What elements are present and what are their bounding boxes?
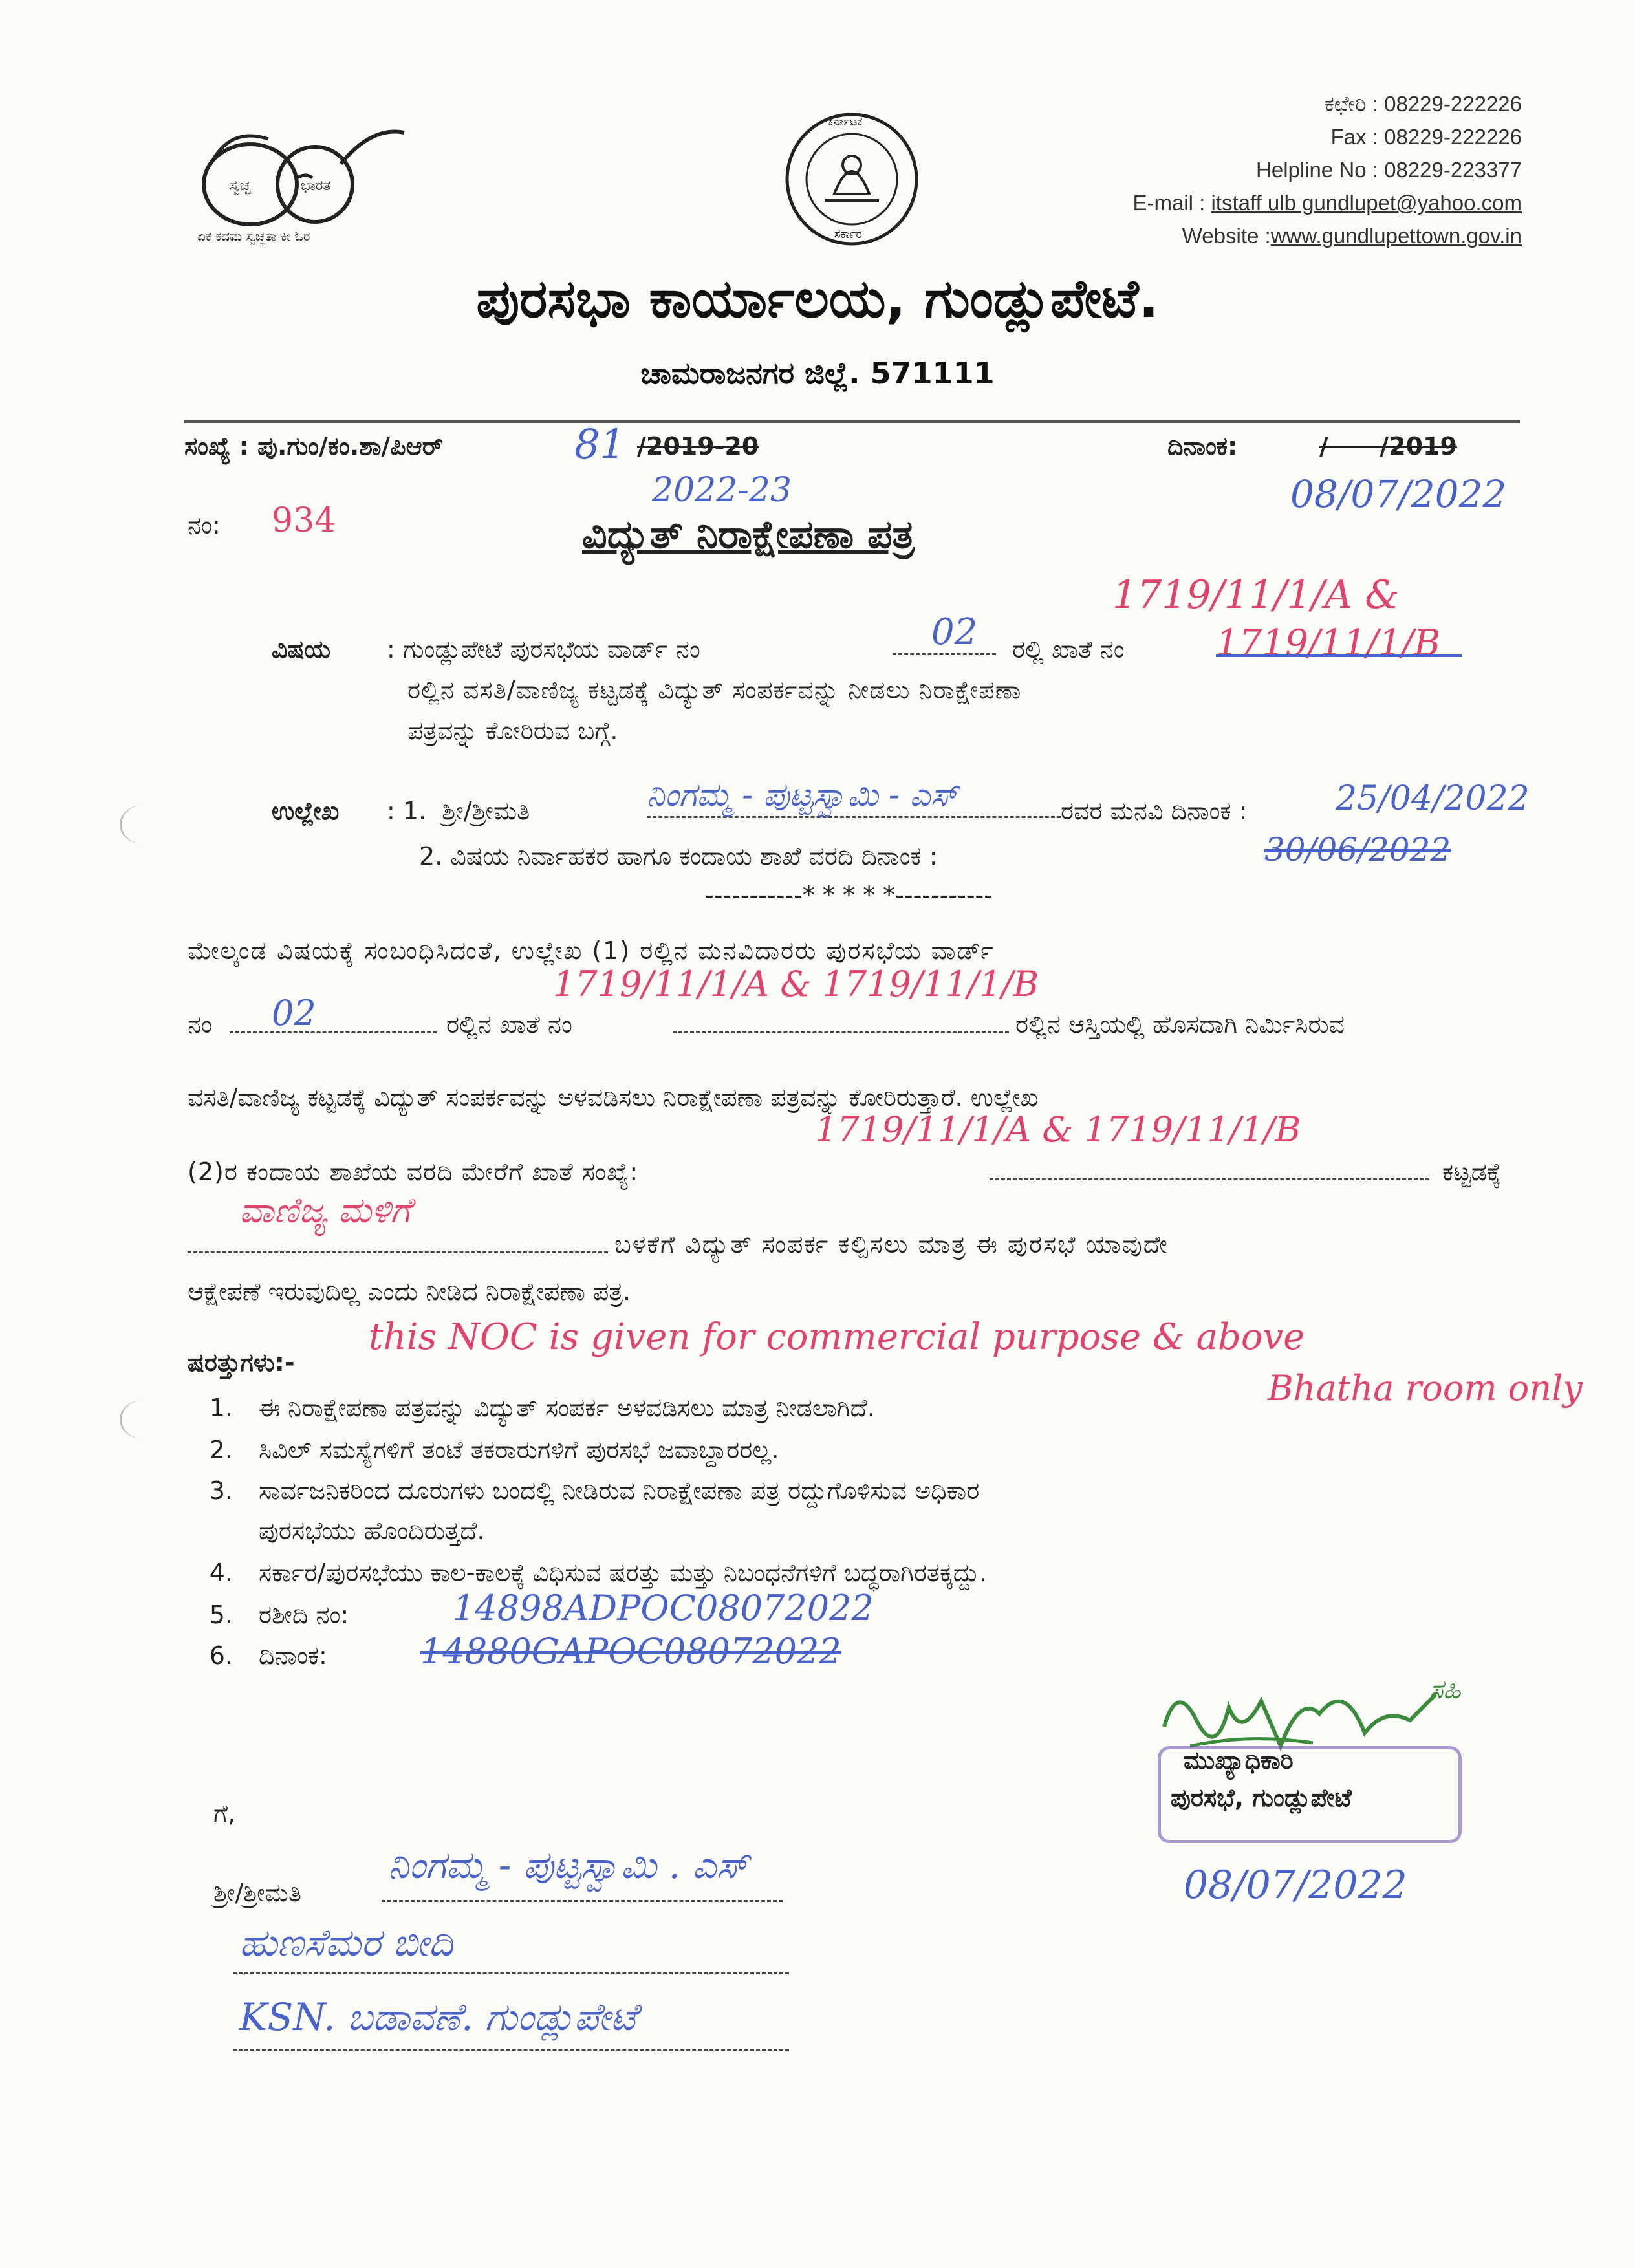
date-printed: / /2019 bbox=[1319, 432, 1457, 460]
subject-part1: : ಗುಂಡ್ಲುಪೇಟೆ ಪುರಸಭೆಯ ವಾರ್ಡ್ ನಂ bbox=[387, 635, 700, 664]
contact-helpline: Helpline No : 08229-223377 bbox=[1256, 158, 1522, 182]
condition-1 bbox=[194, 1394, 875, 1423]
body-line2-suffix: ರಲ್ಲಿನ ಆಸ್ತಿಯಲ್ಲಿ ಹೊಸದಾಗಿ ನಿರ್ಮಿಸಿರುವ bbox=[1015, 1010, 1345, 1039]
logo-word-1: ಸ್ವಚ್ಛ bbox=[230, 178, 251, 194]
body-ward-line bbox=[230, 1031, 437, 1033]
subject-hw-khata: 1719/11/1/B bbox=[1216, 622, 1441, 664]
document-title: ವಿದ್ಯುತ್ ನಿರಾಕ್ಷೇಪಣಾ ಪತ್ರ bbox=[582, 512, 915, 557]
no-label: ನಂ: bbox=[188, 511, 221, 539]
body-line6: ಆಕ್ಷೇಪಣೆ ಇರುವುದಿಲ್ಲ ಎಂದು ನೀಡಿದ ನಿರಾಕ್ಷೇಪಣಾ ಪತ್ರ. bbox=[188, 1277, 631, 1306]
reference-item2: 2. ವಿಷಯ ನಿರ್ವಾಹಕರ ಹಾಗೂ ಕಂದಾಯ ಶಾಖೆ ವರದಿ ದಿನಾಂಕ : bbox=[419, 842, 938, 870]
signature-title: ಮುಖ್ಯಾಧಿಕಾರಿ bbox=[1184, 1746, 1294, 1775]
condition-text: ಸಿವಿಲ್ ಸಮಸ್ಯೆಗಳಿಗೆ ತಂಟೆ ತಕರಾರುಗಳಿಗೆ ಪುರಸಭೆ ಜವಾಬ್ದಾರರಲ್ಲ. bbox=[259, 1436, 779, 1464]
email-link[interactable]: itstaff ulb gundlupet@yahoo.com bbox=[1211, 191, 1522, 215]
punch-hole-bottom bbox=[120, 1400, 167, 1439]
subject-part2: ರಲ್ಲಿ ಖಾತೆ ನಂ bbox=[1012, 635, 1125, 664]
body-hw-ward: 02 bbox=[272, 993, 316, 1033]
recipient-hw-name: ನಿಂಗಮ್ಮ - ಪುಟ್ಟಸ್ವಾಮಿ . ಎಸ್ bbox=[388, 1843, 749, 1887]
reference-hw-date2: 30/06/2022 bbox=[1264, 831, 1451, 869]
date-label: ದಿನಾಂಕ: bbox=[1167, 432, 1238, 460]
condition-num: 5. bbox=[209, 1601, 233, 1629]
receipt-hw-number: 14898ADPOC08072022 bbox=[453, 1588, 874, 1628]
website-label: Website : bbox=[1182, 224, 1271, 248]
reference-name-line bbox=[647, 816, 1061, 818]
body-line4-suffix: ಕಟ್ಟಡಕ್ಕೆ bbox=[1442, 1158, 1502, 1186]
separator: -----------* * * * *----------- bbox=[705, 881, 993, 909]
contact-office: ಕಛೇರಿ : 08229-222226 bbox=[1324, 92, 1522, 116]
condition-num: 1. bbox=[209, 1394, 233, 1422]
email-label: E-mail : bbox=[1132, 191, 1211, 215]
hw-above-subject: 1719/11/1/A & bbox=[1112, 572, 1400, 618]
recipient-line-2 bbox=[233, 1972, 789, 1974]
karnataka-emblem bbox=[783, 110, 922, 249]
condition-3 bbox=[194, 1476, 979, 1506]
condition-num: 4. bbox=[209, 1559, 233, 1587]
reference-hw-name: ನಿಂಗಮ್ಮ - ಪುಟ್ಟಸ್ವಾಮಿ - ಎಸ್ bbox=[647, 776, 958, 814]
receipt-label: ರಶೀದಿ ನಂ: bbox=[259, 1601, 349, 1629]
subject-ward-line bbox=[893, 653, 996, 655]
contact-fax: Fax : 08229-222226 bbox=[1330, 125, 1522, 149]
receipt-hw-date: 14880GAPOC08072022 bbox=[420, 1631, 841, 1672]
condition-6 bbox=[194, 1641, 327, 1670]
body-line5-suffix: ಬಳಕೆಗೆ ವಿದ್ಯುತ್ ಸಂಪರ್ಕ ಕಲ್ಪಿಸಲು ಮಾತ್ರ ಈ ಪುರಸಭೆ ಯಾವುದೇ bbox=[614, 1230, 1169, 1258]
contact-website bbox=[1182, 224, 1522, 248]
condition-3-cont: ಪುರಸಭೆಯು ಹೊಂದಿರುತ್ತದೆ. bbox=[259, 1517, 485, 1545]
signature-office: ಪುರಸಭೆ, ಗುಂಡ್ಲುಪೇಟೆ bbox=[1171, 1784, 1352, 1812]
receipt-date-label: ದಿನಾಂಕ: bbox=[259, 1641, 327, 1670]
emblem-top-text: ಕರ್ನಾಟಕ bbox=[828, 115, 863, 129]
subject-khata-strike bbox=[1216, 654, 1462, 657]
condition-text: ಈ ನಿರಾಕ್ಷೇಪಣಾ ಪತ್ರವನ್ನು ವಿದ್ಯುತ್ ಸಂಪರ್ಕ ಅಳವಡಿಸಲು ಮಾತ್ರ ನೀಡಲಾಗಿದೆ. bbox=[259, 1394, 875, 1422]
subject-line2: ರಲ್ಲಿನ ವಸತಿ/ವಾಣಿಜ್ಯ ಕಟ್ಟಡಕ್ಕೆ ವಿದ್ಯುತ್ ಸಂಪರ್ಕವನ್ನು ನೀಡಲು ನಿರಾಕ್ಷೇಪಣಾ bbox=[407, 676, 1022, 704]
no-hw: 934 bbox=[272, 501, 336, 540]
conditions-hw-note-1: this NOC is given for commercial purpose & above bbox=[369, 1316, 1305, 1358]
condition-num: 6. bbox=[209, 1641, 233, 1670]
body-line1: ಮೇಲ್ಕಂಡ ವಿಷಯಕ್ಕೆ ಸಂಬಂಧಿಸಿದಂತೆ, ಉಲ್ಲೇಖ (1) ರಲ್ಲಿನ ಮನವಿದಾರರು ಪುರಸಭೆಯ ವಾರ್ಡ್ bbox=[188, 936, 995, 965]
signature-hw: ಸಹಿ bbox=[1429, 1675, 1461, 1705]
subject-hw-ward: 02 bbox=[931, 611, 978, 653]
recipient-line-1 bbox=[382, 1900, 783, 1902]
body-line2-prefix: ನಂ bbox=[188, 1010, 212, 1039]
reference-hw-date1: 25/04/2022 bbox=[1336, 779, 1530, 818]
body-building-line bbox=[188, 1251, 608, 1253]
reference-label: ಉಲ್ಲೇಖ bbox=[272, 797, 340, 825]
punch-hole-top bbox=[120, 805, 167, 844]
ref-hw-number: 81 bbox=[574, 420, 625, 468]
subject-label: ವಿಷಯ bbox=[272, 635, 331, 664]
recipient-salutation: ಶ್ರೀ/ಶ್ರೀಮತಿ bbox=[213, 1879, 301, 1907]
body-hw-khata-1: 1719/11/1/A & 1719/11/1/B bbox=[553, 964, 1039, 1004]
ref-year-printed: /2019-20 bbox=[637, 432, 759, 460]
conditions-label: ಷರತ್ತುಗಳು:- bbox=[188, 1348, 295, 1377]
office-seal bbox=[1158, 1746, 1462, 1843]
signature-hw-date: 08/07/2022 bbox=[1184, 1863, 1407, 1908]
condition-text: ಸಾರ್ವಜನಿಕರಿಂದ ದೂರುಗಳು ಬಂದಲ್ಲಿ ನೀಡಿರುವ ನಿರಾಕ್ಷೇಪಣಾ ಪತ್ರ ರದ್ದುಗೊಳಿಸುವ ಅಧಿಕಾರ bbox=[259, 1476, 980, 1505]
emblem-bottom-text: ಸರ್ಕಾರ bbox=[834, 228, 862, 241]
date-hw: 08/07/2022 bbox=[1290, 472, 1507, 516]
subject-line3: ಪತ್ರವನ್ನು ಕೋರಿರುವ ಬಗ್ಗೆ. bbox=[407, 717, 618, 745]
condition-2 bbox=[194, 1436, 779, 1465]
condition-text: ಸರ್ಕಾರ/ಪುರಸಭೆಯು ಕಾಲ-ಕಾಲಕ್ಕೆ ವಿಧಿಸುವ ಷರತ್ತು ಮತ್ತು ನಿಬಂಧನೆಗಳಿಗೆ ಬದ್ಧರಾಗಿರತಕ್ಕದ್ದು. bbox=[259, 1559, 987, 1587]
body-hw-khata-2: 1719/11/1/A & 1719/11/1/B bbox=[815, 1109, 1301, 1150]
swachh-bharat-logo bbox=[191, 113, 411, 262]
condition-5 bbox=[194, 1601, 349, 1630]
contact-email bbox=[1132, 191, 1522, 215]
conditions-hw-note-2: Bhatha room only bbox=[1268, 1368, 1583, 1409]
website-link[interactable]: www.gundlupettown.gov.in bbox=[1270, 224, 1522, 248]
reference-item1-prefix: : 1. ಶ್ರೀ/ಶ್ರೀಮತಿ bbox=[387, 797, 530, 825]
recipient-line-3 bbox=[233, 2049, 789, 2051]
body-line3: ವಸತಿ/ವಾಣಿಜ್ಯ ಕಟ್ಟಡಕ್ಕೆ ವಿದ್ಯುತ್ ಸಂಪರ್ಕವನ್ನು ಅಳವಡಿಸಲು ನಿರಾಕ್ಷೇಪಣಾ ಪತ್ರವನ್ನು ಕೋರಿರುತ್ತಾರೆ. ಉಲ್ಲೇಖ bbox=[188, 1083, 1039, 1112]
condition-num: 2. bbox=[209, 1436, 233, 1464]
ref-label: ಸಂಖ್ಯೆ : ಪು.ಗುಂ/ಕಂ.ಶಾ/ಪಿಆರ್ bbox=[184, 432, 444, 460]
ref-hw-year: 2022-23 bbox=[652, 471, 792, 510]
recipient-hw-line3: KSN. ಬಡಾವಣೆ. ಗುಂಡ್ಲುಪೇಟೆ bbox=[239, 1995, 637, 2039]
body-line2-mid: ರಲ್ಲಿನ ಖಾತೆ ನಂ bbox=[446, 1010, 572, 1039]
logo-word-2: ಭಾರತ bbox=[301, 178, 331, 194]
office-name: ಪುರಸಭಾ ಕಾರ್ಯಾಲಯ, ಗುಂಡ್ಲುಪೇಟೆ. bbox=[476, 268, 1159, 330]
recipient-to: ಗೆ, bbox=[213, 1799, 236, 1828]
body-khata-count-line bbox=[990, 1178, 1429, 1180]
condition-4 bbox=[194, 1559, 987, 1588]
body-khata-line bbox=[673, 1031, 1009, 1033]
header-rule bbox=[184, 420, 1520, 423]
condition-num: 3. bbox=[209, 1476, 233, 1505]
logo-tagline: ಏಕ ಕದಮ ಸ್ವಚ್ಛತಾ ಕೀ ಓರ bbox=[197, 228, 310, 244]
district-line: ಚಾಮರಾಜನಗರ ಜಿಲ್ಲೆ. 571111 bbox=[640, 356, 995, 391]
body-hw-building: ವಾಣಿಜ್ಯ ಮಳಿಗೆ bbox=[239, 1190, 411, 1231]
reference-item1-suffix: ರವರ ಮನವಿ ದಿನಾಂಕ : bbox=[1061, 797, 1248, 825]
recipient-hw-line2: ಹುಣಸೆಮರ ಬೀದಿ bbox=[239, 1921, 453, 1965]
body-line4-prefix: (2)ರ ಕಂದಾಯ ಶಾಖೆಯ ವರದಿ ಮೇರೆಗೆ ಖಾತೆ ಸಂಖ್ಯೆ: bbox=[188, 1158, 639, 1186]
